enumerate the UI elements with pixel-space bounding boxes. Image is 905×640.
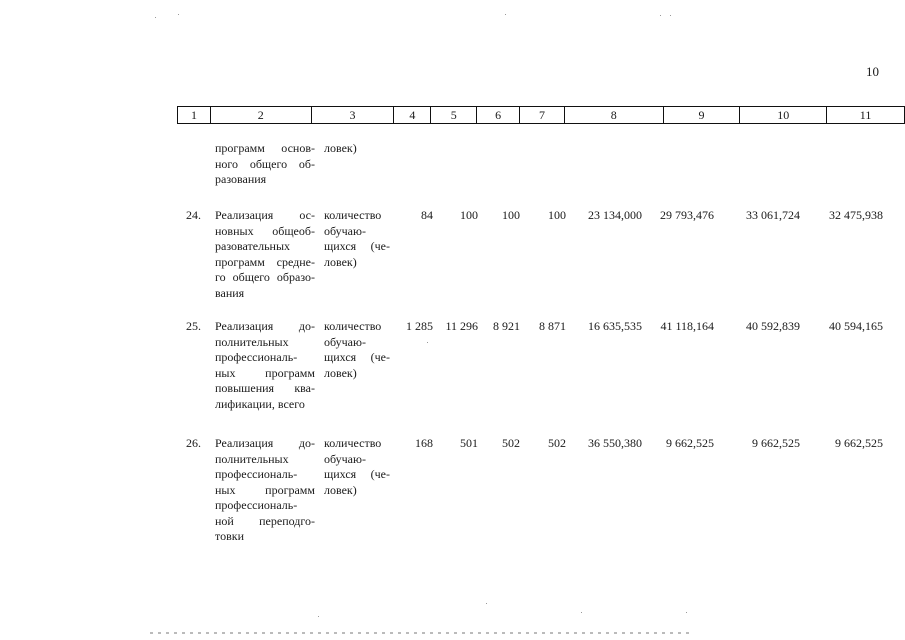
header-col-3: 3 <box>311 107 394 124</box>
value-col-11: 32 475,938 <box>829 208 883 222</box>
row-service-name <box>215 436 315 545</box>
value-col-8: 23 134,000 <box>588 208 642 222</box>
text-line: товки <box>215 529 245 543</box>
text-line: новных общеоб- <box>215 223 315 238</box>
text-line: ловек) <box>324 141 357 155</box>
text-line: количество <box>324 208 382 222</box>
header-col-4: 4 <box>394 107 431 124</box>
column-header-table <box>177 106 905 124</box>
text-line: обучаю- <box>324 223 366 238</box>
text-line: количество <box>324 319 382 333</box>
header-col-2: 2 <box>210 107 311 124</box>
text-line: щихся (че- <box>324 467 390 481</box>
row-unit <box>324 319 390 381</box>
value-col-7: 8 871 <box>539 319 566 333</box>
header-col-1: 1 <box>178 107 211 124</box>
value-col-7: 502 <box>548 436 566 450</box>
text-line: программ средне- <box>215 254 315 269</box>
text-line: разования <box>215 172 267 186</box>
header-col-8: 8 <box>564 107 663 124</box>
text-line: профессиональ- <box>215 350 298 364</box>
scan-speck <box>155 17 156 18</box>
row-service-name <box>215 319 315 412</box>
text-line: обучаю- <box>324 451 366 466</box>
scan-speck <box>660 15 661 16</box>
scan-speck <box>486 603 487 604</box>
value-col-11: 40 594,165 <box>829 319 883 333</box>
value-col-5: 11 296 <box>445 319 478 333</box>
text-line: ной переподго- <box>215 513 315 528</box>
continuation-name <box>215 141 315 188</box>
text-line: ловек) <box>324 254 357 269</box>
text-line: щихся (че- <box>324 239 390 253</box>
text-line: полнительных <box>215 334 289 349</box>
text-line: Реализация до- <box>215 436 315 450</box>
value-col-10: 9 662,525 <box>752 436 800 450</box>
text-line: ных программ <box>215 365 315 380</box>
text-line: вания <box>215 285 245 300</box>
value-col-10: 33 061,724 <box>746 208 800 222</box>
text-line: ного общего об- <box>215 156 315 171</box>
value-col-10: 40 592,839 <box>746 319 800 333</box>
text-line: ных программ <box>215 482 315 497</box>
value-col-9: 9 662,525 <box>666 436 714 450</box>
row-unit <box>324 208 390 270</box>
page-number: 10 <box>866 64 879 79</box>
value-col-6: 8 921 <box>493 319 520 333</box>
value-col-8: 16 635,535 <box>588 319 642 333</box>
value-col-8: 36 550,380 <box>588 436 642 450</box>
scan-speck <box>686 612 687 613</box>
text-line: количество <box>324 436 382 450</box>
text-line: ловек) <box>324 365 357 380</box>
value-col-11: 9 662,525 <box>835 436 883 450</box>
value-col-4: 168 <box>415 436 433 450</box>
text-line: разовательных <box>215 239 291 253</box>
row-number: 26. <box>186 436 201 450</box>
scan-speck <box>427 342 428 343</box>
text-line: Реализация ос- <box>215 208 315 222</box>
text-line: профессиональ- <box>215 498 298 512</box>
row-service-name <box>215 208 315 301</box>
header-col-5: 5 <box>431 107 477 124</box>
text-line: го общего образо- <box>215 270 315 284</box>
scan-speck <box>505 14 506 15</box>
header-col-11: 11 <box>827 107 905 124</box>
value-col-4: 1 285 <box>406 319 433 333</box>
scan-speck <box>318 616 319 617</box>
value-col-5: 100 <box>460 208 478 222</box>
scan-speck <box>670 15 671 16</box>
value-col-7: 100 <box>548 208 566 222</box>
header-col-6: 6 <box>477 107 520 124</box>
header-col-10: 10 <box>740 107 827 124</box>
header-col-7: 7 <box>520 107 565 124</box>
text-line: повышения ква- <box>215 381 315 395</box>
text-line: профессиональ- <box>215 467 298 481</box>
text-line: полнительных <box>215 451 289 466</box>
text-line: ловек) <box>324 482 357 497</box>
text-line: лификации, всего <box>215 396 305 411</box>
scan-speck <box>581 612 582 613</box>
value-col-6: 100 <box>502 208 520 222</box>
header-col-9: 9 <box>663 107 740 124</box>
text-line: щихся (че- <box>324 350 390 364</box>
text-line: обучаю- <box>324 334 366 349</box>
scan-speck <box>178 14 179 15</box>
value-col-4: 84 <box>421 208 433 222</box>
text-line: программ основ- <box>215 141 315 155</box>
scan-noise-strip <box>150 632 690 634</box>
row-number: 25. <box>186 319 201 333</box>
text-line: Реализация до- <box>215 319 315 333</box>
continuation-unit <box>324 141 390 157</box>
value-col-6: 502 <box>502 436 520 450</box>
value-col-5: 501 <box>460 436 478 450</box>
row-unit <box>324 436 390 498</box>
value-col-9: 41 118,164 <box>660 319 714 333</box>
value-col-9: 29 793,476 <box>660 208 714 222</box>
row-number: 24. <box>186 208 201 222</box>
